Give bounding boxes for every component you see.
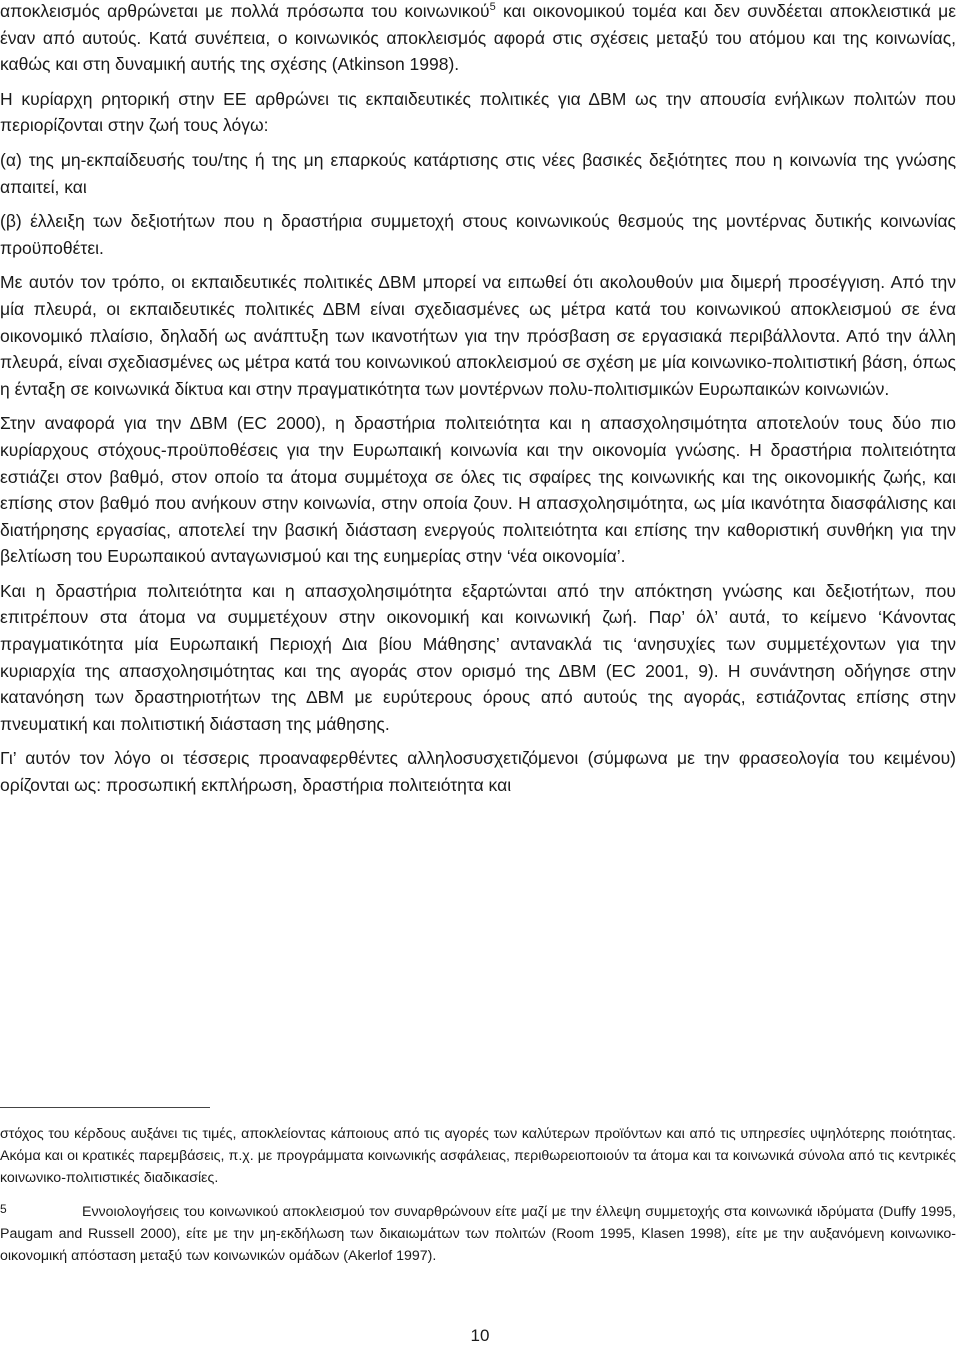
footnote-5 — [0, 1198, 956, 1267]
paragraph: Και η δραστήρια πολιτειότητα και η απασχολησιμότητα εξαρτώνται από την απόκτηση γνώσης και δεξιοτήτων, που επιτρέπουν στα άτομα να συμμετέχουν στην οικονομική και κοινωνική ζωή. Παρ’ όλ’ αυτά, το κείμενο ‘Κάνοντας πραγματικότητα μία Ευρωπαική Περιοχή Δια βίου Μάθησης’ αντανακλά τις ‘ανησυχίες των συμμετέχοντων για την κυριαρχία της απασχολησιμότητας και της αγοράς στον ορισμό της ΔΒΜ (EC 2001, 9). Η συνάντηση οδήγησε στην κατανόηση των δραστηριοτήτων της ΔΒΜ με ευρύτερους όρους από αυτούς της αγοράς, εστιάζοντας επίσης στην πνευματική και πολιτιστική διάσταση της μάθησης. — [0, 580, 956, 734]
footnote-number: 5 — [0, 1202, 7, 1216]
list-item-b: (β) έλλειξη των δεξιοτήτων που η δραστήρια συμμετοχή στους κοινωνικούς θεσμούς της μοντέρνας δυτικής κοινωνίας προϋποθέτει. — [0, 211, 956, 258]
footnotes — [0, 1123, 956, 1276]
paragraph: Η κυρίαρχη ρητορική στην ΕΕ αρθρώνει τις εκπαιδευτικές πολιτικές για ΔΒΜ ως την απουσία ενήλικων πολιτών που περιορίζονται στην ζωή τους λόγω: — [0, 88, 956, 136]
paragraph-continued — [0, 0, 956, 78]
footnote-reference-5: 5 — [489, 1, 496, 13]
paragraph-continued-text-b: και οικονομικού τομέα και δεν συνδέεται αποκλειστικά με έναν από αυτούς. Κατά συνέπεια, ο κοινωνικός αποκλεισμός αφορά στις σχέσεις μεταξύ του ατόμου και της κοινωνίας, καθώς και στη δυναμική αυτής της σχέσης (Atkinson 1998). — [0, 1, 956, 75]
paragraph: Στην αναφορά για την ΔΒΜ (EC 2000), η δραστήρια πολιτειότητα και η απασχολησιμότητα αποτελούν τους δύο πιο κυρίαρχους στόχους-προϋποθέσεις για την Ευρωπαική κοινωνία και την οικονομία γνώσης. Η δραστήρια πολιτειότητα εστιάζει στον βαθμό, στον οποίο τα άτομα συμμέτοχα σε όλες τις σφαίρες της κοινωνικής και της οικονομικής ζωής, και επίσης στον βαθμό που ανήκουν στην κοινωνία, στην οποία ζουν. Η απασχολησιμότητα, ως μία ικανότητα διασφάλισης και διατήρησης εργασίας, αποτελεί την βασική διάσταση ενεργούς πολιτειότητα και επίσης την καθοριστική συνθήκη για την βελτίωση του Ευρωπαικού ανταγωνισμού και της ευημερίας στην ‘νέα οικονομία’. — [0, 413, 956, 567]
page-number: 10 — [470, 1326, 490, 1345]
paragraph: Με αυτόν τον τρόπο, οι εκπαιδευτικές πολιτικές ΔΒΜ μπορεί να ειπωθεί ότι ακολουθούν μια διμερή προσέγγιση. Από την μία πλευρά, οι εκπαιδευτικές πολιτικές ΔΒΜ είναι σχεδιασμένες ως μέτρα κατά του κοινωνικού αποκλεισμού σε ένα οικονομικό πλαίσιο, δηλαδή ως ανάπτυξη των ικανοτήτων για την πρόσβαση σε εργασιακά περιβάλλοντα. Από την άλλη πλευρά, είναι σχεδιασμένες ως μέτρα κατά του κοινωνικού αποκλεισμού σε σχέση με μία κοινωνικο-πολιτιστική βάση, όπως η ένταξη σε κοινωνικά δίκτυα και στην πραγματικότητα των μοντέρνων πολυ-πολιτισμικών Ευρωπαικών κοινωνιών. — [0, 272, 956, 399]
paragraph: Γι’ αυτόν τον λόγο οι τέσσερις προαναφερθέντες αλληλοσυσχετιζόμενοι (σύμφωνα με την φρασεολογία του κειμένου) ορίζονται ως: προσωπική εκπλήρωση, δραστήρια πολιτειότητα και — [0, 748, 956, 796]
footnote-text: Εννοιολογήσεις του κοινωνικού αποκλεισμού τον συναρθρώνουν είτε μαζί με την έλλεψη συμμετοχής στα κοινωνικά ιδρύματα (Duffy 1995, Paugam and Russell 2000), είτε με την μη-εκδήλωση των δικαιωμάτων των πολιτών (Room 1995, Klasen 1998), είτε με την αυξανόμενη κοινωνικο-οικονομική απόσταση μεταξύ των κοινωνικών ομάδων (Akerlof 1997). — [0, 1204, 956, 1264]
paragraph-continued-text-a: αποκλεισμός αρθρώνεται με πολλά πρόσωπα του κοινωνικού — [0, 1, 490, 21]
footnote-continued: στόχος του κέρδους αυξάνει τις τιμές, αποκλείοντας κάποιους από τις αγορές των καλύτερων προϊόντων και από τις υπηρεσίες υψηλότερης ποιότητας. Ακόμα και οι κρατικές παρεμβάσεις, π.χ. με προγράμματα κοινωνικής ασφάλειας, περιθωρειοποιούν τα άτομα και τα κοινωνικά σύνολα από τις κεντρικές κοινωνικο-πολιτιστικές διαδικασίες. — [0, 1126, 956, 1186]
list-item-a: (α) της μη-εκπαίδευσής του/της ή της μη επαρκούς κατάρτισης στις νέες βασικές δεξιότητες που η κοινωνία της γνώσης απαιτεί, και — [0, 149, 956, 197]
footnote-divider — [0, 1107, 210, 1108]
